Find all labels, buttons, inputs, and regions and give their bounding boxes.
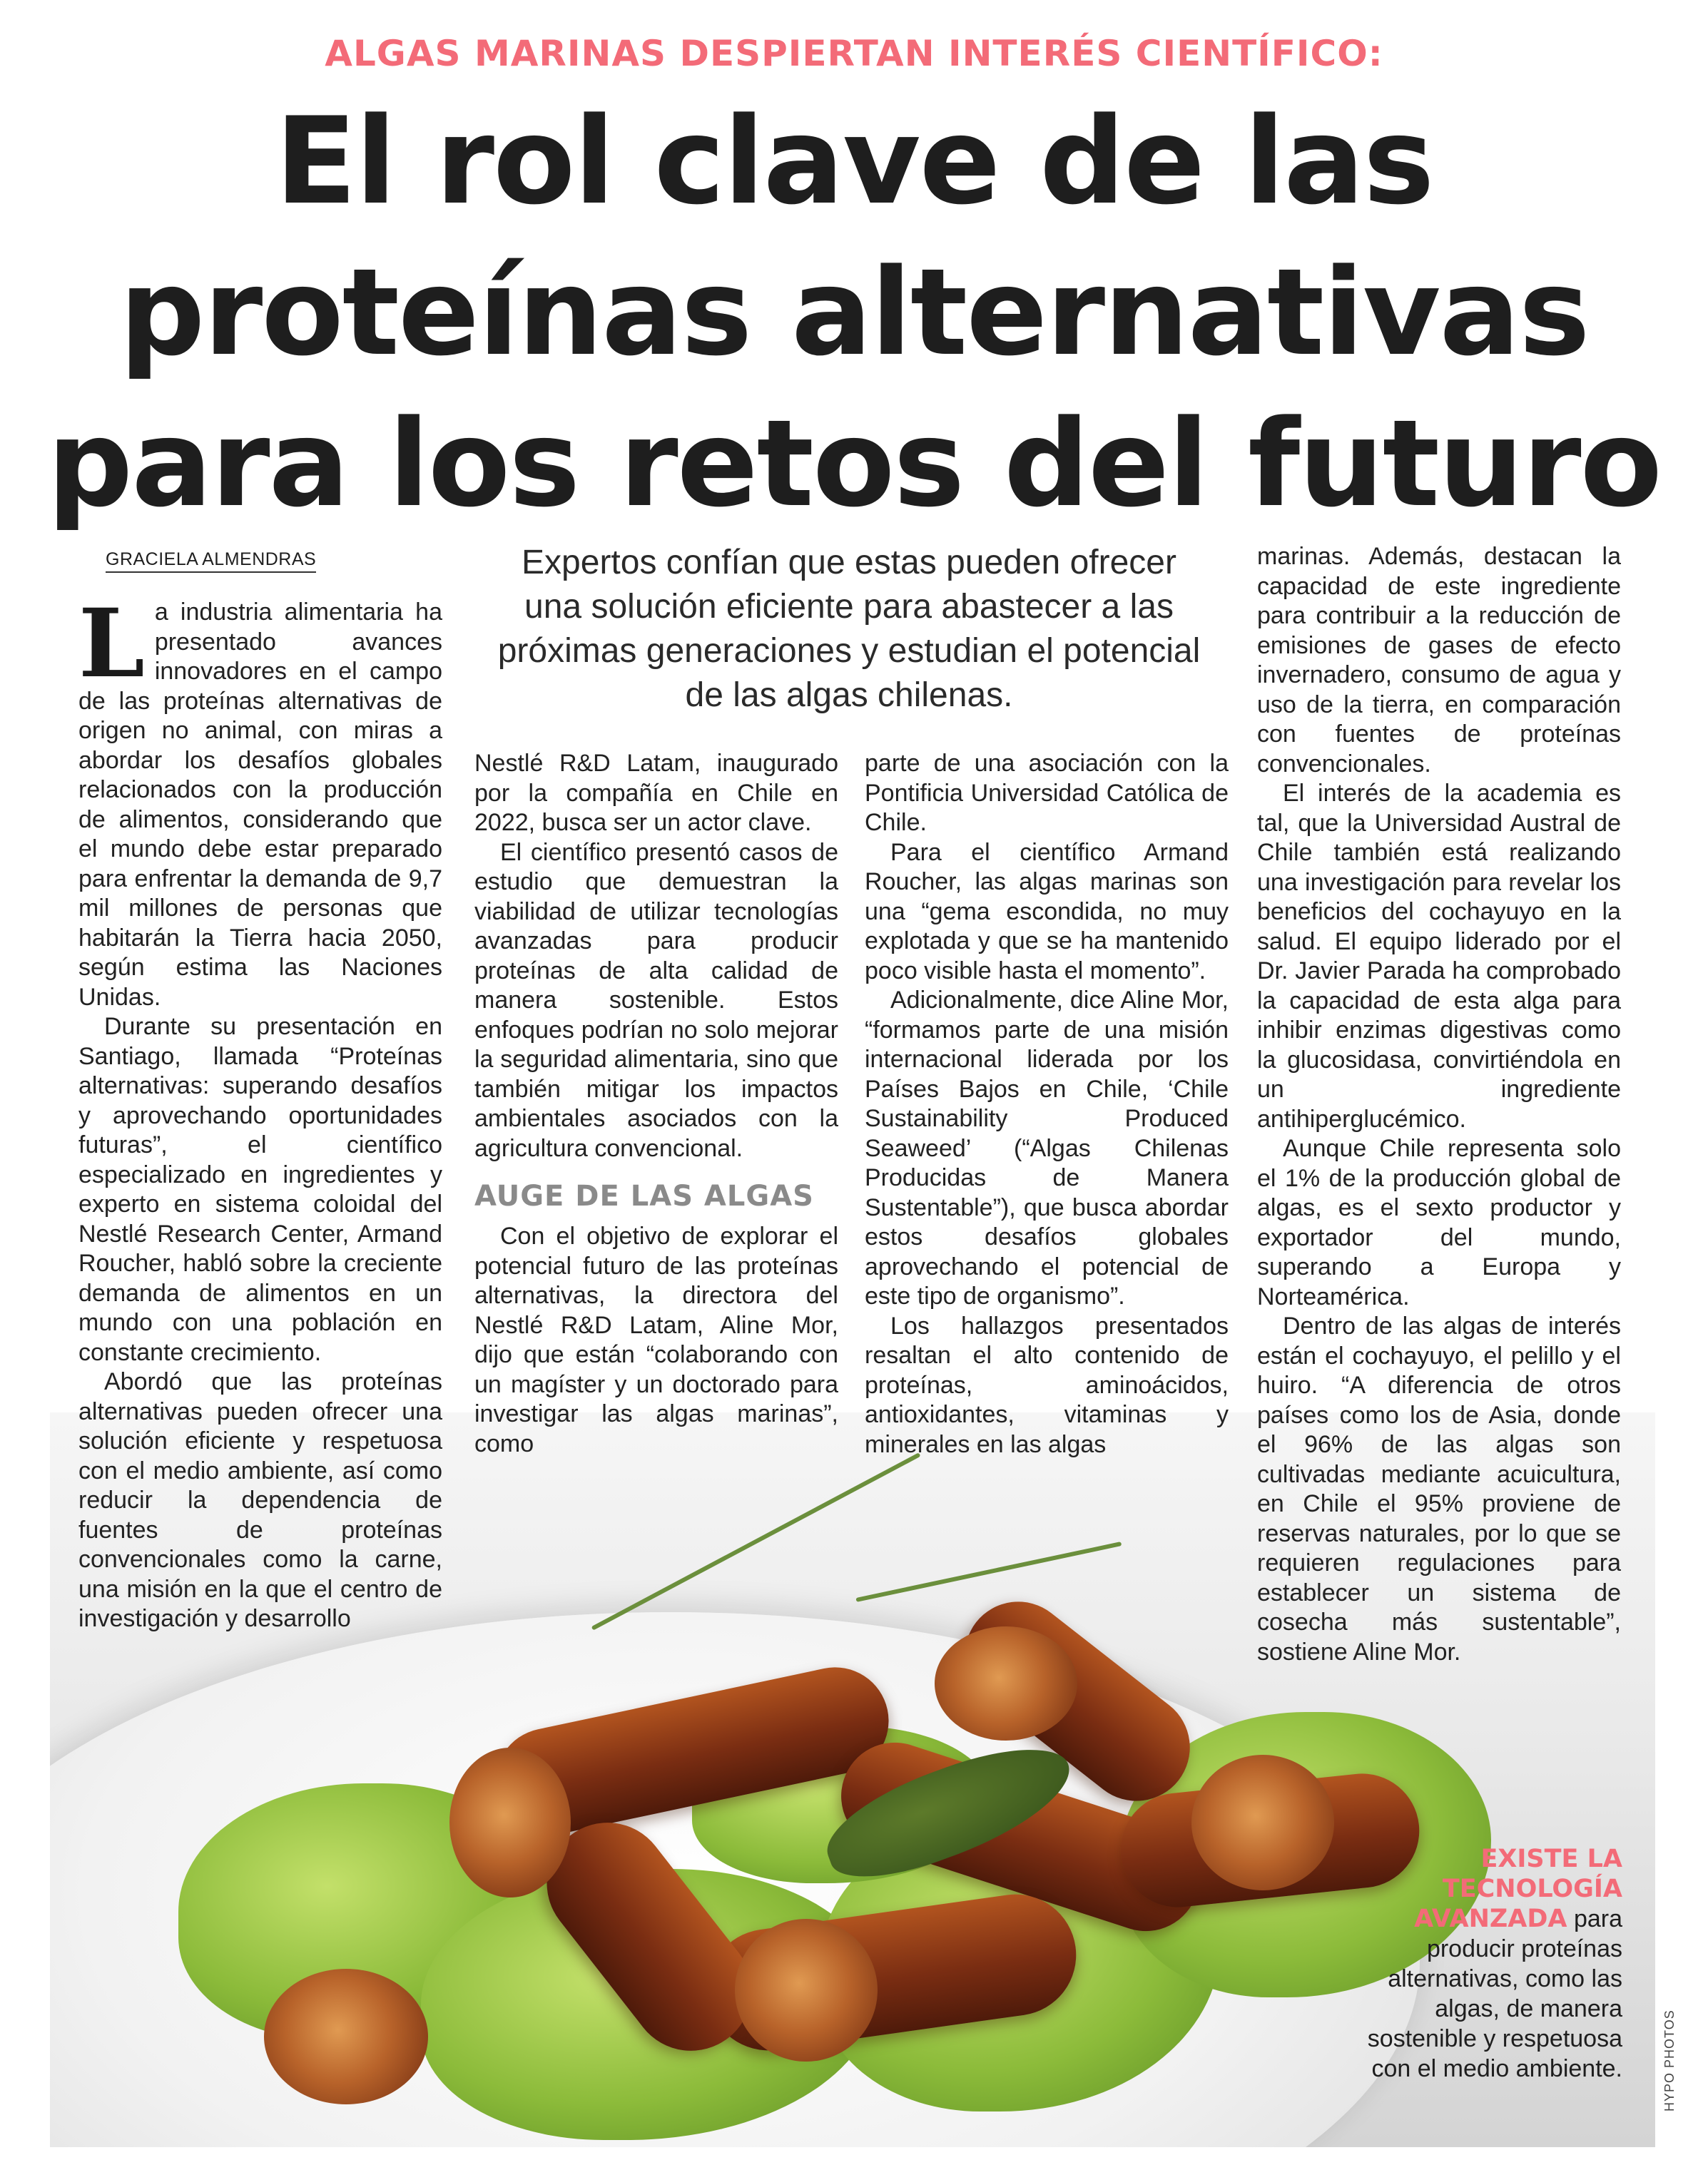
paragraph: Los hallazgos presentados resaltan el alto contenido de proteínas, aminoácidos, antioxidantes, vitaminas y minerales en las algas — [865, 1312, 1229, 1458]
seaweed-slice — [264, 1969, 428, 2104]
article-dek: Expertos confían que estas pueden ofrecer una solución eficiente para abastecer a las próximas generaciones y estudian el potencial de las algas chilenas. — [497, 544, 1201, 714]
rosemary-sprig — [855, 1542, 1122, 1602]
paragraph: a industria alimentaria ha presentado avances innovadores en el campo de las proteínas alternativas de origen no animal, con miras a abordar los desafíos globales relacionados con la producción de alimentos, considerando que el mundo debe estar preparado para enfrentar la demanda de 9,7 mil millones de personas que habitarán la Tierra hacia 2050, según estima las Naciones Unidas. — [78, 598, 442, 1011]
seaweed-slice — [735, 1919, 878, 2062]
article-kicker: ALGAS MARINAS DESPIERTAN INTERÉS CIENTÍFICO: — [325, 33, 1383, 74]
column-3 — [865, 749, 1229, 1459]
byline: GRACIELA ALMENDRAS — [106, 549, 316, 573]
paragraph: Abordó que las proteínas alternativas pueden ofrecer una solución eficiente y respetuosa con el medio ambiente, así como reducir la dependencia de fuentes de proteínas convencionales como la carne, una misión en la que el centro de investigación y desarrollo — [78, 1368, 442, 1632]
paragraph: Dentro de las algas de interés están el cochayuyo, el pelillo y el huiro. “A diferencia de otros países como los de Asia, donde el 96% de las algas son cultivadas mediante acuicultura, en Chile el 95% proviene de reservas naturales, por lo que se requieren regulaciones para establecer un sistema de cosecha más sustentable”, sostiene Aline Mor. — [1257, 1313, 1621, 1666]
paragraph: Nestlé R&D Latam, inaugurado por la compañía en Chile en 2022, busca ser un actor clave. — [474, 750, 838, 836]
seaweed-slice — [1191, 1755, 1334, 1890]
column-2 — [474, 749, 838, 1459]
paragraph: marinas. Además, destacan la capacidad de este ingrediente para contribuir a la reducción de emisiones de gases de efecto invernadero, consumo de agua y uso de la tierra, en comparación con fuentes de proteínas convencionales. — [1257, 543, 1621, 778]
paragraph: Adicionalmente, dice Aline Mor, “formamos parte de una misión internacional liderada por los Países Bajos en Chile, ‘Chile Sustainability Produced Seaweed’ (“Algas Chilenas Producidas de Manera Sustentable”), que busca abordar estos desafíos globales aprovechando el potencial de este tipo de organismo”. — [865, 987, 1229, 1310]
paragraph: Aunque Chile representa solo el 1% de la producción global de algas, es el sexto productor y exportador del mundo, superando a Europa y Norteamérica. — [1257, 1135, 1621, 1310]
headline-line: para los retos del futuro — [47, 394, 1661, 534]
paragraph: El científico presentó casos de estudio que demuestran la viabilidad de utilizar tecnologías avanzadas para producir proteínas de alta calidad de manera sostenible. Estos enfoques podrían no solo mejorar la seguridad alimentaria, sino que también mitigar los impactos ambientales asociados con la agricultura convencional. — [474, 838, 838, 1162]
column-4 — [1257, 542, 1621, 1667]
headline-line: proteínas alternativas — [119, 243, 1589, 382]
paragraph: Con el objetivo de explorar el potencial futuro de las proteínas alternativas, la directora del Nestlé R&D Latam, Aline Mor, dijo que están “colaborando con un magíster y un doctorado para investigar las algas marinas”, como — [474, 1223, 838, 1457]
paragraph: Para el científico Armand Roucher, las algas marinas son una “gema escondida, no muy explotada y que se ha mantenido poco visible hasta el momento”. — [865, 838, 1229, 984]
paragraph: El interés de la academia es tal, que la Universidad Austral de Chile también está realizando una investigación para revelar los beneficios del cochayuyo en la salud. El equipo liderado por el Dr. Javier Parada ha comprobado la capacidad de esta alga para inhibir enzimas digestivas como la glucosidasa, convirtiéndola en un ingrediente antihiperglucémico. — [1257, 780, 1621, 1133]
pull-quote-text: para producir proteínas alternativas, como las algas, de manera sostenible y respetuosa con el medio ambiente. — [1367, 1905, 1622, 2082]
drop-cap: L — [78, 589, 145, 699]
photo-credit: HYPO PHOTOS — [1662, 2009, 1677, 2111]
article-headline — [0, 86, 1708, 539]
pull-quote — [1323, 1844, 1622, 2084]
seaweed-slice — [449, 1748, 571, 1897]
rosemary-sprig — [591, 1452, 921, 1630]
section-subhead: AUGE DE LAS ALGAS — [474, 1180, 814, 1213]
column-1 — [78, 589, 442, 1634]
pull-quote-highlight: EXISTE LA TECNOLOGÍA AVANZADA — [1414, 1845, 1622, 1933]
paragraph: parte de una asociación con la Pontificia Universidad Católica de Chile. — [865, 750, 1229, 836]
seaweed-slice — [935, 1626, 1077, 1741]
paragraph: Durante su presentación en Santiago, llamada “Proteínas alternativas: superando desafíos y aprovechando oportunidades futuras”, el científico especializado en ingredientes y experto en sistema coloidal del Nestlé Research Center, Armand Roucher, habló sobre la creciente demanda de alimentos en un mundo con una población en constante crecimiento. — [78, 1013, 442, 1366]
headline-line: El rol clave de las — [275, 91, 1433, 231]
